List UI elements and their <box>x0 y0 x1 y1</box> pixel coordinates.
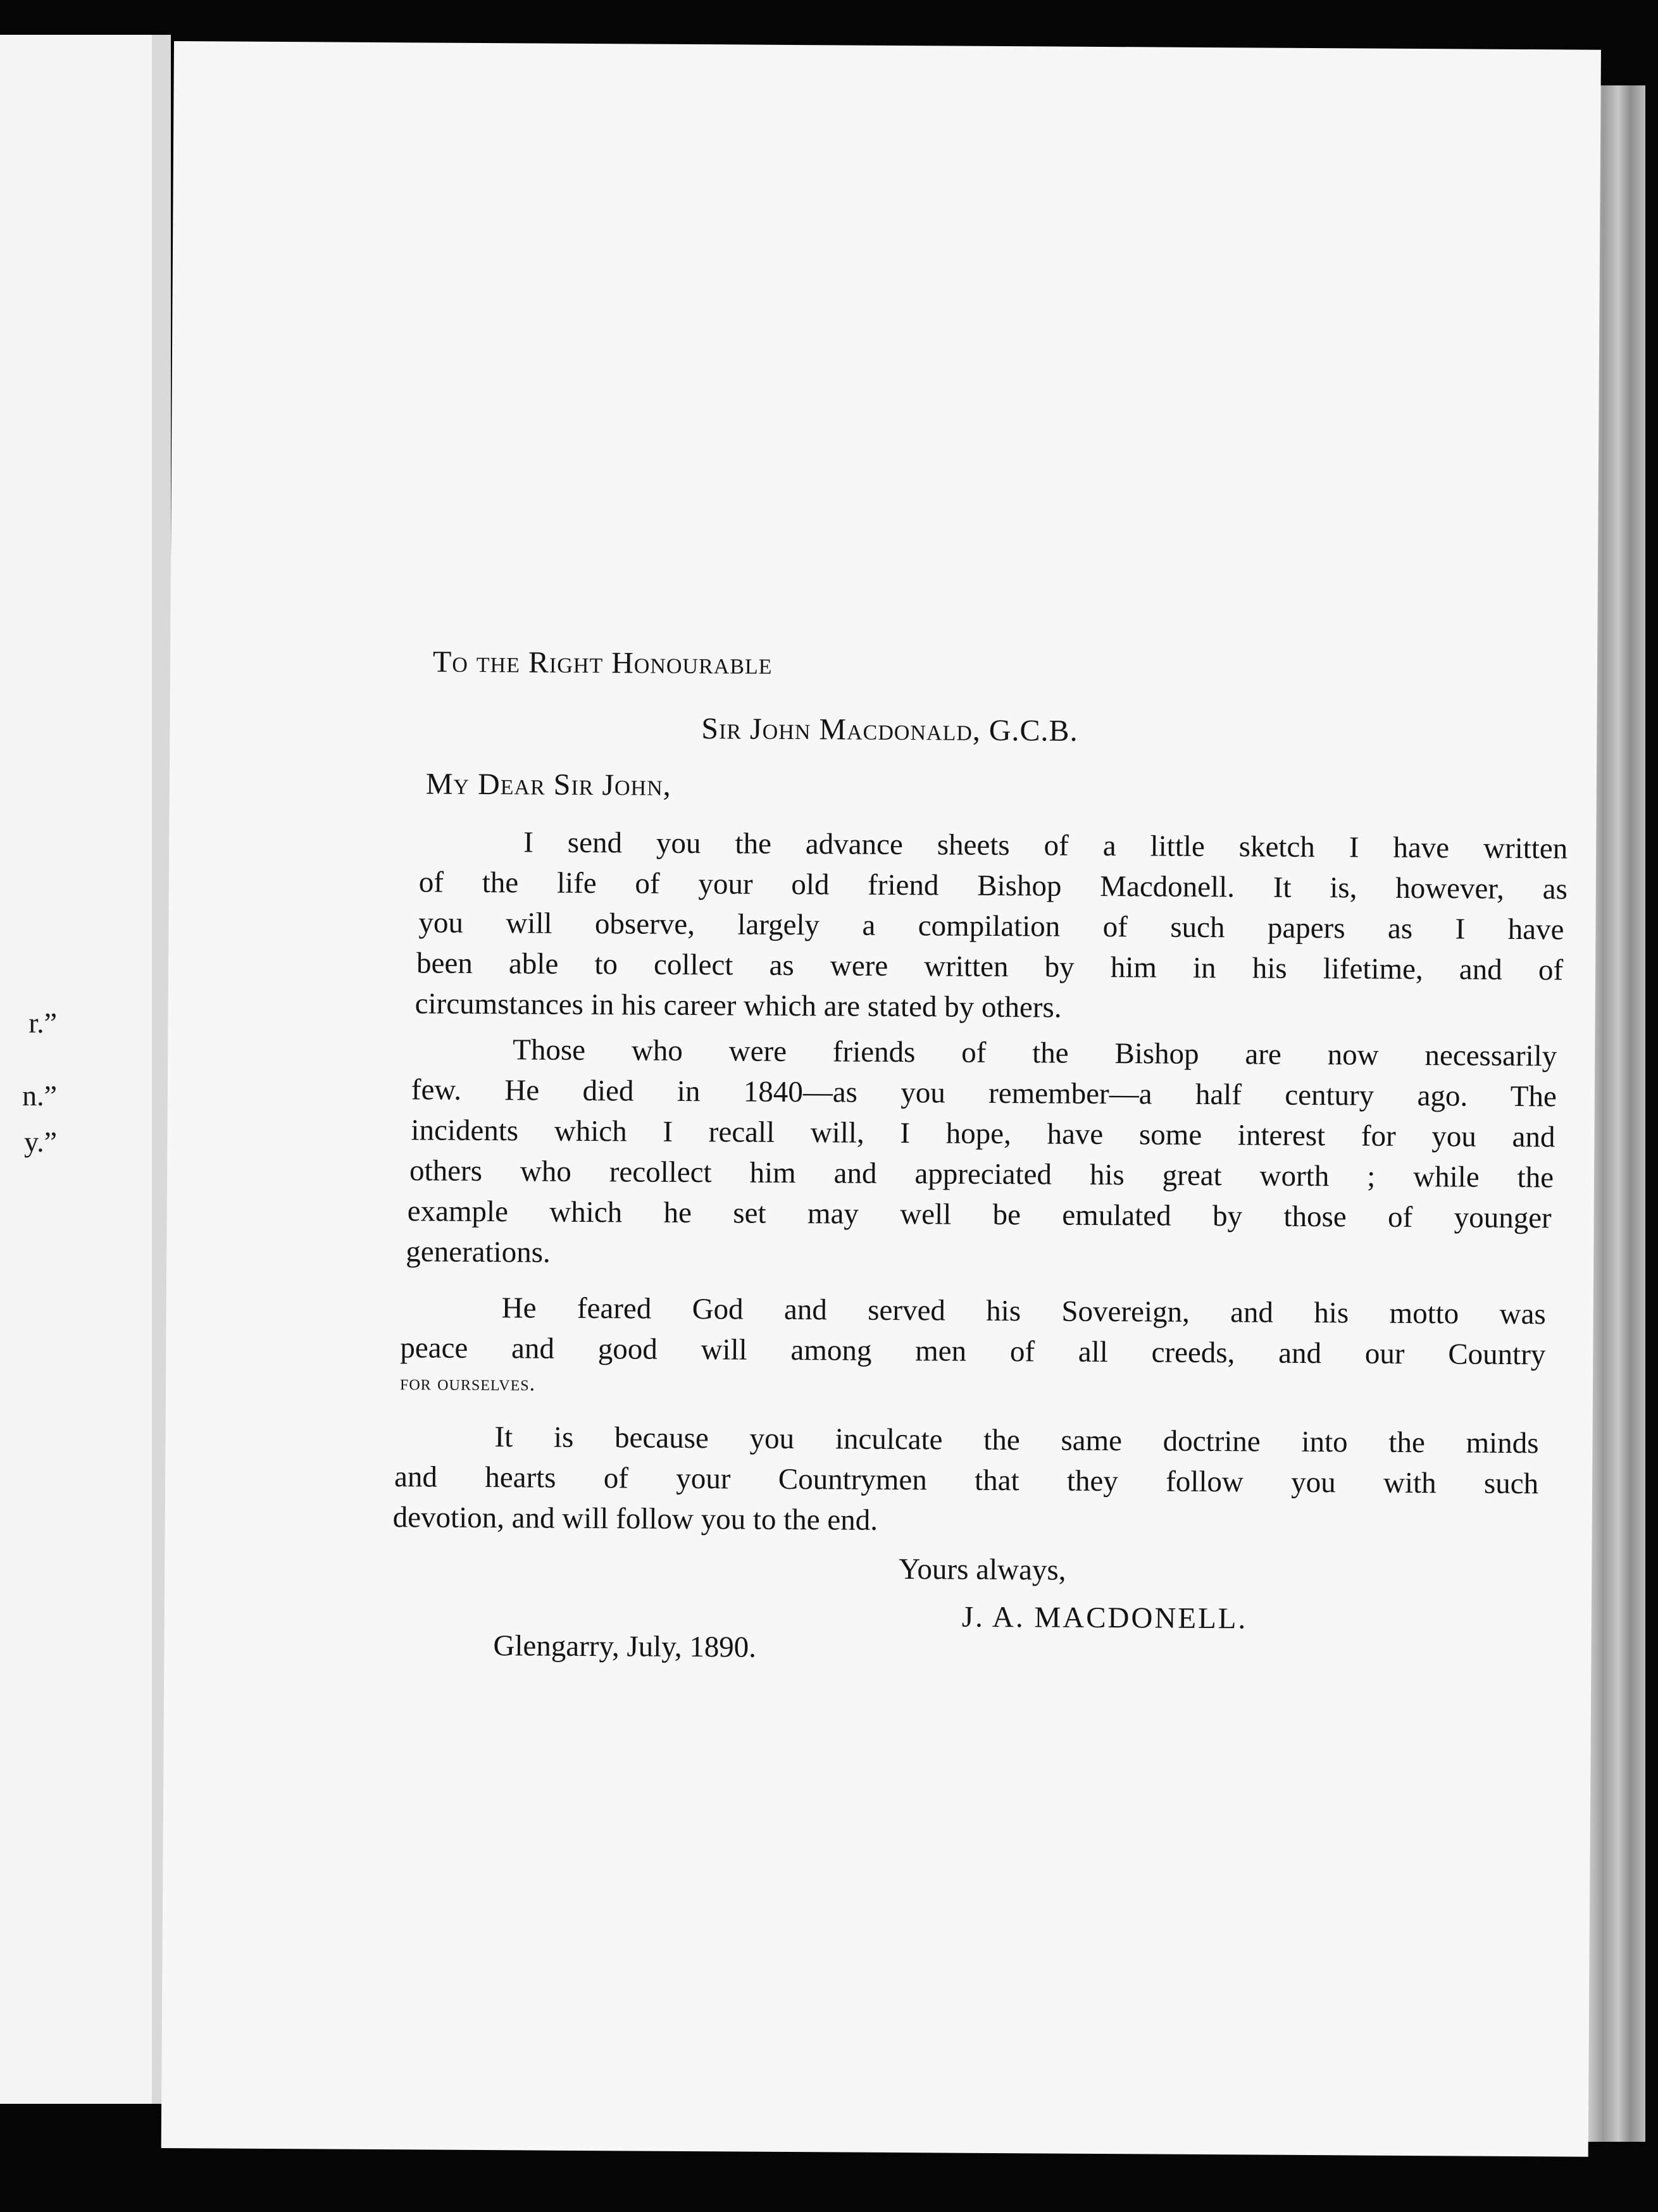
place-date: Glengarry, July, 1890. <box>493 1629 757 1664</box>
dedication-letter <box>174 41 1601 1664</box>
paragraph-2-line: generations. <box>406 1235 551 1269</box>
left-page-text-fragment: y.” <box>24 1126 57 1158</box>
paragraph-2-line: incidents which I recall will, I hope, have some interest for you and <box>411 1114 1555 1154</box>
paragraph-3-line: for ourselves. <box>399 1371 536 1396</box>
paragraph-1-line: I send you the advance sheets of a little sketch I have written <box>523 826 1568 866</box>
paragraph-2-line: Those who were friends of the Bishop are now necessarily <box>513 1033 1557 1073</box>
paragraph-1-line: you will observe, largely a compilation of such papers as I have <box>418 906 1564 947</box>
addressee-line-1: To the Right Honourable <box>432 645 773 681</box>
signature: J. A. MACDONELL. <box>961 1600 1248 1636</box>
paragraph-3-line: peace and good will among men of all creeds, and our Country <box>400 1331 1546 1372</box>
salutation: My Dear Sir John, <box>425 767 671 802</box>
paragraph-2-line: others who recollect him and appreciated his great worth ; while the <box>409 1154 1554 1195</box>
paragraph-1-line: of the life of your old friend Bishop Macdonell. It is, however, as <box>418 866 1568 906</box>
paragraph-4-line: devotion, and will follow you to the end. <box>392 1501 878 1537</box>
addressee-line-2: Sir John Macdonald, G.C.B. <box>701 712 1078 748</box>
paragraph-3-line: He feared God and served his Sovereign, and his motto was <box>501 1291 1546 1331</box>
paragraph-1-line: been able to collect as were written by him in his lifetime, and of <box>416 947 1564 987</box>
left-page-text-fragment: n.” <box>22 1079 57 1112</box>
paragraph-2-line: few. He died in 1840—as you remember—a half century ago. The <box>411 1073 1557 1114</box>
dedication-page <box>161 41 1601 2157</box>
left-page-text-fragment: r.” <box>28 1007 57 1039</box>
paragraph-2-line: example which he set may well be emulated by those of younger <box>407 1195 1552 1235</box>
paragraph-1-line: circumstances in his career which are stated by others. <box>414 987 1062 1024</box>
paragraph-4-line: and hearts of your Countrymen that they follow you with such <box>394 1460 1539 1501</box>
paragraph-4-line: It is because you inculcate the same doctrine into the minds <box>494 1420 1539 1460</box>
left-facing-page <box>0 35 170 2104</box>
closing: Yours always, <box>899 1553 1066 1587</box>
